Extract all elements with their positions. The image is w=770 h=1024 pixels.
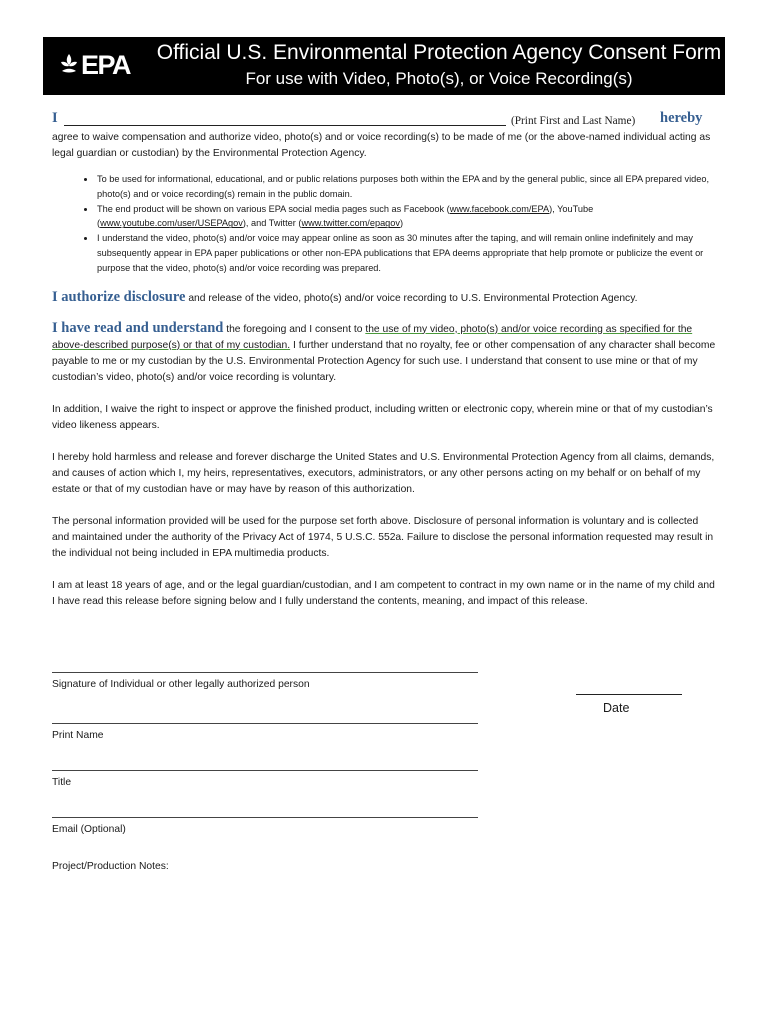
title-block (52, 770, 478, 788)
privacy-paragraph: The personal information provided will be used for the purpose set forth above. Disclosure of personal information is voluntary and is collected and maintained under the authority of the Privacy Act of 1974, 5 U.S.C. 552a. Failure to disclose the personal information requested may result in the individual not being included in EPA multimedia products. (52, 515, 714, 559)
form-body (52, 110, 718, 610)
hereby-text: hereby (660, 110, 703, 126)
epa-logo (59, 51, 130, 79)
print-name-label: Print Name (52, 730, 104, 741)
waive-paragraph: In addition, I waive the right to inspect or approve the finished product, including written or electronic copy, wherein mine or that of my custodian’s video likeness appears. (52, 403, 713, 431)
bullet-text: ), and Twitter ( (242, 218, 302, 229)
name-line (52, 110, 718, 130)
list-item: • To be used for informational, educational, and or public relations purposes both within the EPA and by the general public, since all EPA prepared video, photo(s) and or voice recording(s) remain in the public domain. (96, 172, 718, 202)
date-line[interactable] (576, 694, 682, 695)
page-title: Official U.S. Environmental Protection Agency Consent Form (156, 41, 722, 64)
page-subtitle: For use with Video, Photo(s), or Voice Recording(s) (245, 69, 633, 88)
logo-text: EPA (81, 50, 131, 80)
read-heading: I have read and understand (52, 319, 224, 336)
facebook-link[interactable]: www.facebook.com/EPA (449, 203, 550, 214)
form-header (43, 37, 725, 95)
age-paragraph: I am at least 18 years of age, and or the legal guardian/custodian, and I am competent to contract in my own name or in the name of my child and I have read this release before signing below and I fully understand the contents, meaning, and impact of this release. (52, 579, 715, 607)
epa-flower-icon (59, 52, 79, 78)
youtube-link[interactable]: www.youtube.com/user/USEPAgov (100, 218, 243, 229)
authorize-section (52, 289, 718, 307)
twitter-link[interactable]: www.twitter.com/epagov (301, 218, 400, 229)
intro-i: I (52, 110, 58, 126)
signature-block (52, 672, 478, 690)
print-name-blank[interactable] (64, 125, 506, 126)
authorize-text: and release of the video, photo(s) and/or voice recording to U.S. Environmental Protection Agency. (185, 292, 638, 304)
list-item (96, 202, 718, 232)
print-name-hint: (Print First and Last Name) (511, 115, 636, 127)
title-label: Title (52, 777, 72, 788)
purpose-list (52, 172, 718, 276)
harmless-paragraph: I hereby hold harmless and release and forever discharge the United States and U.S. Environmental Protection Agency from all claims, demands, and causes of action which I, my heirs, representatives, executors, administrators, or any other persons acting on my behalf or on behalf of my estate or that of my custodian have or may have by reason of this authorization. (52, 451, 715, 495)
notes-label: Project/Production Notes: (52, 861, 169, 872)
email-line[interactable] (52, 817, 478, 818)
bullet-text: ), YouTube ( (97, 203, 594, 229)
signature-line[interactable] (52, 672, 478, 673)
list-item: • I understand the video, photo(s) and/or voice may appear online as soon as 30 minutes after the taping, and will remain online indefinitely and may subsequently appear in EPA paper publications or other non-EPA publications that EPA deems appropriate that help promote or publicize the event or purpose that the video, photo(s) and/or voice recording was prepared. (96, 231, 718, 275)
print-name-line[interactable] (52, 723, 478, 724)
signature-label: Signature of Individual or other legally authorized person (52, 679, 310, 690)
date-label: Date (603, 701, 630, 715)
intro-text: agree to waive compensation and authorize video, photo(s) and or voice recording(s) to be made of me (or the above-named individual acting as legal guardian or custodian) by the Environmental Protection Agency. (52, 132, 711, 159)
bullet-text: ) (400, 218, 404, 229)
read-text: the foregoing and I consent to (223, 323, 366, 335)
email-block (52, 817, 478, 835)
authorize-heading: I authorize disclosure (52, 288, 186, 305)
read-section (52, 320, 718, 386)
read-text: I further understand that no royalty, fee or other compensation of any character shall become payable to me or my custodian by the U.S. Environmental Protection Agency for such use. I understand that consent to use mine or that of my custodian’s video, photo(s) and/or voice recording is voluntary. (52, 339, 716, 383)
title-line[interactable] (52, 770, 478, 771)
bullet-text: The end product will be shown on various EPA social media pages such as Facebook ( (97, 203, 450, 214)
consent-underlined: the use of my video, photo(s) and/or voice recording as specified for the above-described purpose(s) or that of my custodian. (52, 323, 693, 351)
email-label: Email (Optional) (52, 824, 126, 835)
print-name-block (52, 723, 478, 741)
